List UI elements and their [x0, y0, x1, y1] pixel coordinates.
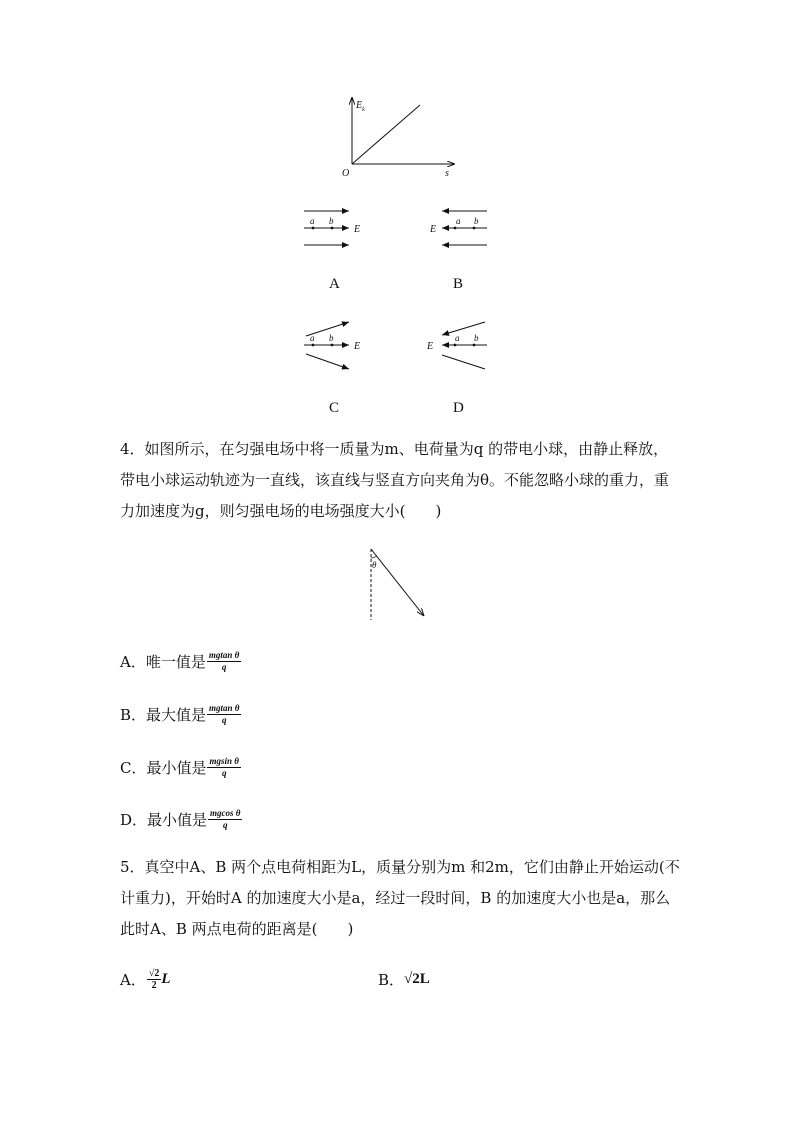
field-diagram-a	[296, 204, 376, 254]
question-4-text: 4．如图所示，在匀强电场中将一质量为m、电荷量为q 的带电小球，由静止释放，带电小球运动轨迹为一直线，该直线与竖直方向夹角为θ。不能忽略小球的重力，重力加速度为g，则匀强电场的电场强度大小( )	[120, 440, 670, 520]
fraction	[208, 808, 242, 831]
q4-option-b[interactable]	[120, 699, 241, 729]
option-prefix: B．	[378, 970, 405, 989]
ek-line	[352, 105, 420, 164]
q4-option-c[interactable]	[120, 752, 241, 782]
denominator: q	[221, 661, 227, 672]
option-label-b: B	[453, 276, 464, 292]
option-text: A．唯一值是	[120, 652, 206, 671]
origin-label: O	[342, 168, 350, 179]
fraction	[207, 703, 241, 726]
numerator: mgcos θ	[210, 807, 241, 818]
point-a-label: a	[310, 216, 315, 226]
field-label: E	[354, 341, 361, 352]
point-a-label: a	[455, 333, 460, 343]
angle-label: θ	[372, 560, 377, 570]
fraction	[147, 968, 162, 991]
ek-s-graph	[330, 92, 470, 184]
q5-option-b[interactable]	[378, 964, 430, 994]
option-suffix: L	[161, 970, 171, 987]
numerator: √2	[148, 967, 160, 979]
q4-option-d[interactable]	[120, 804, 242, 834]
field-label: E	[427, 341, 434, 352]
option-text: D．最小值是	[120, 810, 208, 829]
numerator: mgsin θ	[209, 755, 239, 766]
point-b-label: b	[329, 333, 334, 343]
option-value: √2L	[404, 970, 430, 987]
denominator: 2	[151, 979, 157, 991]
field-label: E	[430, 224, 437, 235]
fraction	[207, 756, 240, 779]
option-label-a: A	[329, 276, 340, 292]
field-label: E	[354, 224, 361, 235]
option-prefix: A．	[120, 970, 146, 989]
denominator: q	[222, 819, 228, 830]
fraction	[207, 650, 241, 673]
trajectory-line	[371, 549, 424, 616]
numerator: mgtan θ	[208, 649, 240, 660]
x-axis-label: s	[445, 168, 449, 179]
question-5-text: 5．真空中A、B 两个点电荷相距为L，质量分别为m 和2m，它们由静止开始运动(不计重力)，开始时A 的加速度大小是a，经过一段时间，B 的加速度大小也是a，那么此时A、B 两点电荷的距离是( )	[120, 858, 680, 938]
y-axis-label: $E_k$	[356, 100, 365, 113]
option-text: C．最小值是	[120, 758, 207, 777]
option-label-c: C	[329, 400, 340, 416]
point-b-label: b	[329, 216, 334, 226]
denominator: q	[222, 714, 227, 725]
point-b-label: b	[474, 333, 479, 343]
point-a-label: a	[310, 333, 315, 343]
field-diagram-c	[296, 318, 376, 376]
numerator: mgtan θ	[209, 702, 240, 713]
q4-option-a[interactable]	[120, 646, 241, 676]
denominator: q	[221, 767, 227, 778]
field-diagram-d	[424, 318, 498, 376]
option-label-d: D	[453, 400, 464, 416]
point-a-label: a	[456, 216, 461, 226]
point-b-label: b	[474, 216, 479, 226]
trajectory-diagram	[362, 546, 434, 624]
option-text: B．最大值是	[120, 705, 207, 724]
field-diagram-b	[428, 204, 498, 254]
q5-option-a[interactable]	[120, 964, 171, 994]
